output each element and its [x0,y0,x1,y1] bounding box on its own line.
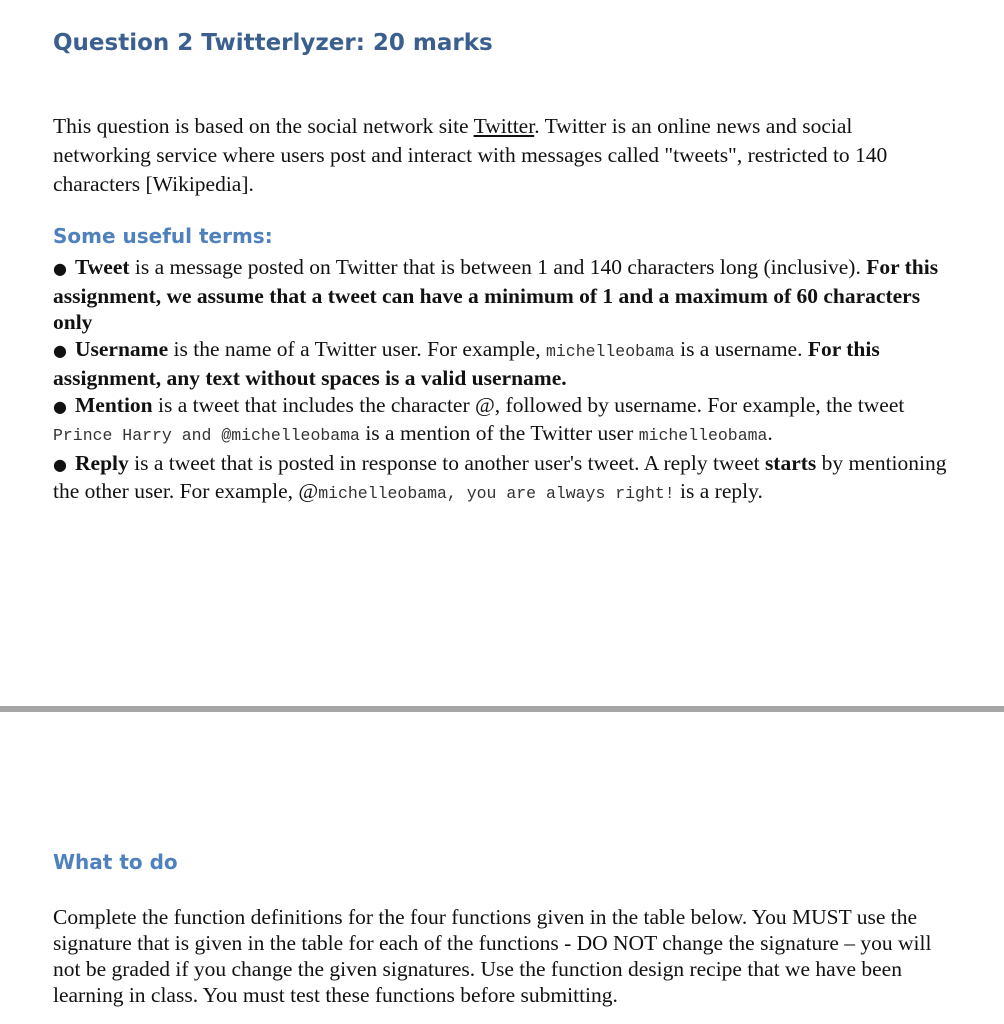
term-username-text: is the name of a Twitter user. For example, [168,336,546,361]
what-to-do-paragraph: Complete the function definitions for the four functions given in the table below. You MUST use the signature that is given in the table for each of the functions - DO NOT change the signature – you will not be graded if you change the given signatures. Use the function design recipe that we have been learning in class. You must test these functions before submitting. [53,905,932,1007]
term-mention-text-2: is a mention of the Twitter user [359,421,639,445]
question-title: Question 2 Twitterlyzer: 20 marks [53,30,493,56]
bullet-icon: ● [53,454,67,474]
term-username-label: Username [75,336,169,361]
bullet-icon: ● [53,259,67,278]
intro-text-start: This question is based on the social network site [53,114,474,138]
term-mention-label: Mention [75,392,153,417]
what-to-do-heading: What to do [53,850,178,874]
bullet-icon: ● [53,340,67,360]
term-reply [53,450,953,508]
term-username-note: For this assignment, any text without spaces is a valid username. [53,336,880,390]
term-username-text-2: is a username. [674,336,808,361]
term-tweet [53,254,953,336]
term-tweet-note: For this assignment, we assume that a tweet can have a minimum of 1 and a maximum of 60 characters only [53,255,939,334]
term-reply-text: is a tweet that is posted in response to another user's tweet. A reply tweet [128,450,765,475]
mention-example-code: Prince Harry and @michelleobama [53,426,360,445]
intro-paragraph [53,112,953,199]
reply-example-code: michelleobama, you are always right! [318,484,675,503]
term-username [53,336,953,392]
username-example-code: michelleobama [545,341,675,361]
bullet-icon: ● [53,396,67,416]
term-reply-text-2: by mentioning the other user. For example, @ [53,450,947,503]
term-mention-text: is a tweet that includes the character @, followed by username. For example, the tweet [152,392,905,417]
mention-user-code: michelleobama [638,426,768,445]
intro-text-end: . Twitter is an online news and social networking service where users post and interact with messages called "tweets", restricted to 140 characters [Wikipedia]. [53,114,888,196]
term-mention-text-3: . [767,421,773,445]
term-mention [53,392,953,450]
term-reply-text-3: is a reply. [674,479,763,503]
term-reply-label: Reply [75,450,129,475]
term-tweet-label: Tweet [75,255,130,279]
term-tweet-text: is a message posted on Twitter that is between 1 and 140 characters long (inclusive). [129,255,861,279]
twitter-link[interactable]: Twitter [473,114,535,138]
term-reply-bold: starts [764,450,817,475]
useful-terms-heading: Some useful terms: [53,224,273,248]
terms-list [53,254,953,508]
